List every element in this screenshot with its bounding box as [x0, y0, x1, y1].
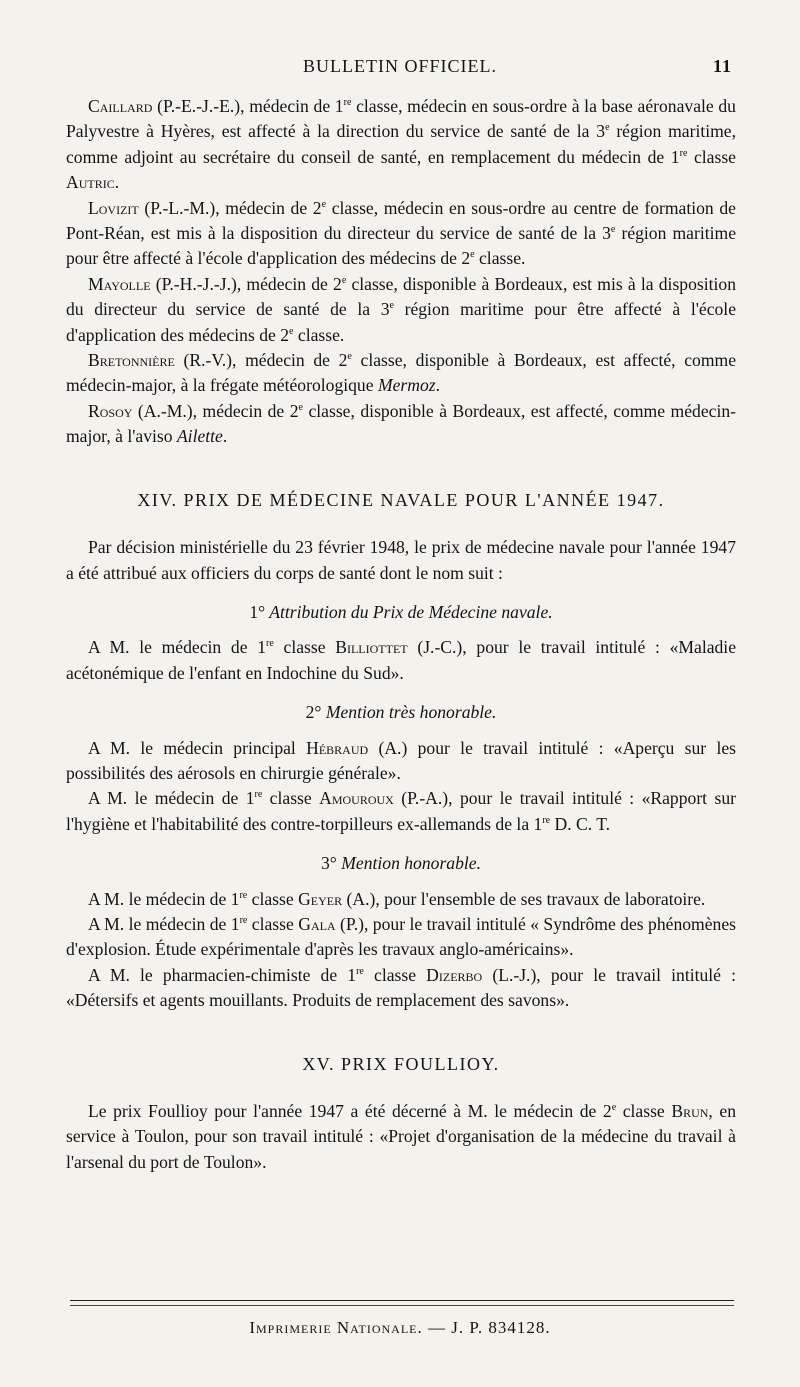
paragraph-dizerbo	[66, 963, 736, 1014]
superscript: e	[389, 300, 394, 312]
text-run: A M. le médecin de 1	[88, 637, 267, 658]
text-run: classe.	[293, 324, 345, 345]
paragraph-mayolle	[66, 272, 736, 348]
text-run: classe	[616, 1101, 672, 1121]
text-run: classe	[262, 788, 320, 809]
text-run: classe.	[474, 248, 526, 269]
paragraph-rosoy	[66, 399, 736, 450]
subheading-tres-honorable	[66, 700, 736, 725]
superscript: e	[289, 325, 294, 337]
superscript: re	[266, 638, 274, 650]
text-run: classe	[247, 888, 299, 909]
text-run: .	[222, 426, 228, 447]
section-heading-xv: XV. PRIX FOULLIOY.	[302, 1053, 500, 1074]
text-run: (P.-H.-J.-J.), médecin de 2	[150, 273, 342, 294]
superscript: e	[298, 402, 303, 414]
text-run: classe, disponible à Bordeaux, est affecté, comme médecin-major, à la frégate météorologique	[66, 350, 736, 396]
text-run: .	[114, 172, 120, 193]
text-run: classe	[687, 146, 736, 167]
running-header	[0, 56, 800, 82]
paragraph-geyer	[66, 887, 736, 912]
person-name: Autric	[66, 172, 115, 193]
superscript: re	[254, 789, 263, 801]
paragraph-hebraud	[66, 736, 736, 787]
text-run: D. C. T.	[550, 813, 611, 834]
page-number: 11	[712, 56, 732, 76]
text-run: (J.-C.), pour le travail intitulé : «Maladie acétonémique de l'enfant en Indochine du Sud».	[66, 637, 737, 683]
subheading-number: 1°	[249, 601, 266, 622]
person-name: Bretonnière	[88, 350, 175, 371]
text-run: (A.), pour l'ensemble de ses travaux de laboratoire.	[342, 888, 706, 909]
ship-name: Mermoz	[377, 375, 436, 396]
footer-rule	[70, 1305, 734, 1306]
text-run: (A.-M.), médecin de 2	[132, 400, 299, 421]
person-name: Mayolle	[88, 273, 151, 294]
text-run: , en service à Toulon, pour son travail intitulé : «Projet d'organisation de la médecine du travail à l'arsenal du port de Toulon».	[66, 1101, 736, 1172]
person-name: Gala	[298, 913, 336, 934]
paragraph-gala	[66, 912, 736, 963]
superscript: re	[356, 965, 364, 977]
person-name: Caillard	[88, 96, 153, 116]
text-run: A M. le médecin principal	[88, 737, 307, 758]
page-body	[66, 94, 736, 1175]
subheading-honorable	[66, 851, 736, 876]
person-name: Amouroux	[319, 788, 394, 809]
subheading-attribution	[66, 600, 736, 625]
section-heading-xiv: XIV. PRIX DE MÉDECINE NAVALE POUR L'ANNÉE 1947.	[137, 489, 665, 510]
subheading-number: 3°	[320, 853, 337, 874]
superscript: re	[239, 915, 248, 927]
text-run: classe, médecin en sous-ordre au centre de formation de Pont-Réan, est mis à la disposition du directeur du service de santé de la 3	[66, 197, 736, 244]
paragraph-bretonniere	[66, 348, 736, 399]
text-run: A M. le pharmacien-chimiste de 1	[88, 964, 357, 985]
text-run: (P.-A.), pour le travail intitulé : «Rapport sur l'hygiène et l'habitabilité des contre-torpilleurs ex-allemands de la 1	[66, 788, 736, 834]
text-run: (L.-J.), pour le travail intitulé : «Détersifs et agents mouillants. Produits de remplacement des savons».	[66, 964, 736, 1011]
text-run: région maritime, comme adjoint au secrétaire du conseil de santé, en remplacement du médecin de 1	[66, 121, 736, 167]
person-name: Geyer	[298, 888, 343, 909]
superscript: e	[610, 224, 616, 236]
text-run: région maritime pour être affecté à l'école d'application des médecins de 2	[66, 223, 736, 269]
text-run: classe	[273, 637, 336, 658]
header-title: BULLETIN OFFICIEL.	[303, 56, 497, 76]
superscript: e	[321, 198, 327, 210]
text-run: classe, médecin en sous-ordre à la base aéronavale du Palyvestre à Hyères, est affecté à la direction du service de santé de la 3	[66, 96, 736, 142]
subheading-label: Mention honorable.	[341, 853, 481, 874]
superscript: e	[347, 351, 352, 363]
text-run: classe	[363, 964, 427, 985]
superscript: e	[470, 249, 475, 261]
text-run: (P.-L.-M.), médecin de 2	[138, 197, 322, 218]
text-run: (P.-E.-J.-E.), médecin de 1	[152, 96, 344, 116]
person-name: Lovizit	[88, 197, 139, 218]
superscript: e	[341, 274, 347, 286]
superscript: e	[611, 1102, 617, 1114]
text-run: .	[435, 375, 441, 396]
text-run: classe, disponible à Bordeaux, est affecté, comme médecin-major, à l'aviso	[66, 400, 736, 447]
text-run: classe, disponible à Bordeaux, est mis à la disposition du directeur du service de santé de la 3	[66, 273, 736, 320]
person-name: Brun	[671, 1101, 709, 1121]
paragraph-billiottet	[66, 635, 736, 686]
person-name: Dizerbo	[426, 964, 483, 985]
subheading-number: 2°	[305, 702, 322, 723]
text-run: (A.) pour le travail intitulé : «Aperçu sur les possibilités des aérosols en chirurgie générale».	[66, 737, 736, 783]
paragraph-brun	[66, 1099, 736, 1175]
superscript: re	[679, 147, 688, 159]
text-run: (R.-V.), médecin de 2	[174, 350, 348, 371]
paragraph-lovizit	[66, 196, 736, 272]
superscript: re	[343, 97, 352, 109]
text-run: Le prix Foullioy pour l'année 1947 a été décerné à M. le médecin de 2	[88, 1101, 612, 1121]
subheading-label: Attribution du Prix de Médecine navale.	[269, 601, 553, 622]
text-run: A M. le médecin de 1	[88, 888, 240, 909]
superscript: re	[239, 889, 248, 901]
text-run: région maritime pour être affecté à l'école d'application des médecins de 2	[66, 299, 737, 345]
footer-rule	[70, 1300, 734, 1301]
paragraph-amouroux	[66, 786, 736, 837]
text-run: classe	[247, 913, 299, 934]
person-name: Hébraud	[306, 737, 369, 758]
text-run: A M. le médecin de 1	[88, 788, 255, 809]
printer-imprint: Imprimerie Nationale. — J. P. 834128.	[249, 1318, 551, 1337]
superscript: re	[542, 814, 551, 826]
superscript: e	[605, 122, 610, 134]
paragraph-caillard	[66, 94, 736, 196]
paragraph-decision: Par décision ministérielle du 23 février 1948, le prix de médecine navale pour l'année 1947 a été attribué aux officiers du corps de santé dont le nom suit :	[66, 537, 736, 583]
text-run: (P.), pour le travail intitulé « Syndrôme des phénomènes d'explosion. Étude expérimentale d'après les travaux anglo-américains».	[66, 913, 737, 960]
person-name: Rosoy	[88, 400, 133, 421]
ship-name: Ailette	[176, 426, 223, 447]
person-name: Billiottet	[335, 637, 408, 658]
text-run: A M. le médecin de 1	[88, 913, 240, 934]
subheading-label: Mention très honorable.	[325, 702, 497, 723]
